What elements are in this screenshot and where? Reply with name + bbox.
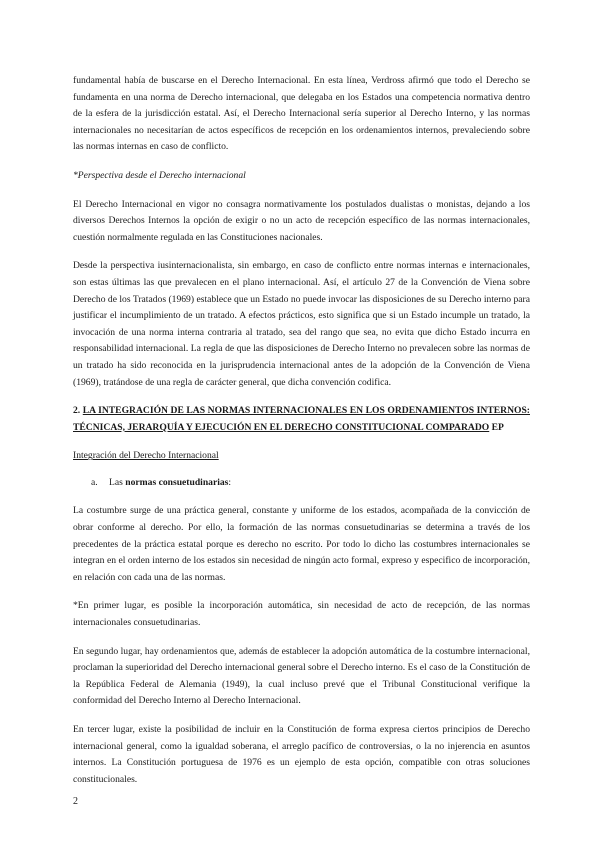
paragraph-iusinternacionalista: Desde la perspectiva iusinternacionalista, sin embargo, en caso de conflicto entre normas internas e internacionales, son estas últimas las que prevalecen en el plano internacional. Así, el artículo 27 de la Convención de Viena sobre Derecho de los Tratados (1969) establece que un Estado no puede invocar las disposiciones de su Derecho interno para justificar el incumplimiento de un tratado. A efectos prácticos, esto significa que si un Estado incumple un tratado, la invocación de una norma interna contraria al tratado, sea del rango que sea, no evita que dicho Estado incurra en responsabilidad internacional. La regla de que las disposiciones de Derecho Interno no prevalecen sobre las normas de un tratado ha sido reconocida en la jurisprudencia internacional antes de la adopción de la Convención de Viena (1969), tratándose de una regla de carácter general, que dicha convención codifica.: [73, 260, 530, 388]
list-bold-term: normas consuetudinarias: [125, 476, 229, 488]
paragraph-primer-lugar: *En primer lugar, es posible la incorporación automática, sin necesidad de acto de recepción, de las normas internacionales consuetudinarias.: [73, 600, 530, 629]
list-marker: a.: [91, 476, 98, 488]
paragraph-costumbre: La costumbre surge de una práctica general, constante y uniforme de los estados, acompañada de la convicción de obrar conforme al derecho. Por ello, la formación de las normas consuetudinarias se determina a través de los precedentes de la práctica estatal porque es derecho no escrito. Por todo lo dicho las costumbres internacionales se integran en el orden interno de los estados sin necesidad de ningún acto formal, expreso y especifico de incorporación, en relación con cada una de las normas.: [73, 505, 530, 583]
paragraph-tercer-lugar: En tercer lugar, existe la posibilidad de incluir en la Constitución de forma expresa ciertos principios de Derecho internacional general, como la igualdad soberana, el arreglo pacífico de controversias, o la no injerencia en asuntos internos. La Constitución portuguesa de 1976 es un ejemplo de esta opción, compatible con otras soluciones constitucionales.: [73, 724, 530, 785]
paragraph-segundo-lugar: En segundo lugar, hay ordenamientos que, además de establecer la adopción automática de la costumbre internacional, proclaman la superioridad del Derecho internacional general sobre el Derecho interno. Es el caso de la Constitución de la República Federal de Alemania (1949), la cual incluso prevé que el Tribunal Constitucional verifique la conformidad del Derecho Interno al Derecho Internacional.: [73, 645, 530, 707]
list-item: [91, 475, 530, 492]
section-title: LA INTEGRACIÓN DE LAS NORMAS INTERNACIONALES EN LOS ORDENAMIENTOS INTERNOS: TÉCNICAS, JERARQUÍA Y EJECUCIÓN EN EL DERECHO CONSTITUCIONAL COMPARADO: [73, 405, 530, 433]
page-number: 2: [73, 796, 78, 807]
paragraph-derecho-vigor: El Derecho Internacional en vigor no consagra normativamente los postulados dualistas o monistas, dejando a los diversos Derechos Internos la opción de exigir o no un acto de recepción específico de las normas internacionales, cuestión normalmente regulada en las Constituciones nacionales.: [73, 198, 530, 243]
section-heading: [73, 403, 530, 436]
paragraph-verdross: fundamental había de buscarse en el Derecho Internacional. En esta línea, Verdross afirmó que todo el Derecho se fundamenta en una norma de Derecho internacional, que delegaba en los Estados una competencia normativa dentro de la esfera de la jurisdicción estatal. Así, el Derecho Internacional sería superior al Derecho Interno, y las normas internacionales no necesitarían de actos específicos de recepción en los ordenamientos internos, prevaleciendo sobre las normas internas en caso de conflicto.: [73, 75, 530, 153]
list-prefix: Las: [109, 476, 126, 488]
subheading: Integración del Derecho Internacional: [73, 450, 219, 462]
section-suffix: EP: [491, 421, 504, 433]
list-suffix: :: [228, 476, 232, 488]
paragraph-perspective-title: *Perspectiva desde el Derecho internacional: [73, 169, 246, 181]
section-number: 2.: [73, 405, 81, 417]
page-content: [73, 73, 530, 800]
